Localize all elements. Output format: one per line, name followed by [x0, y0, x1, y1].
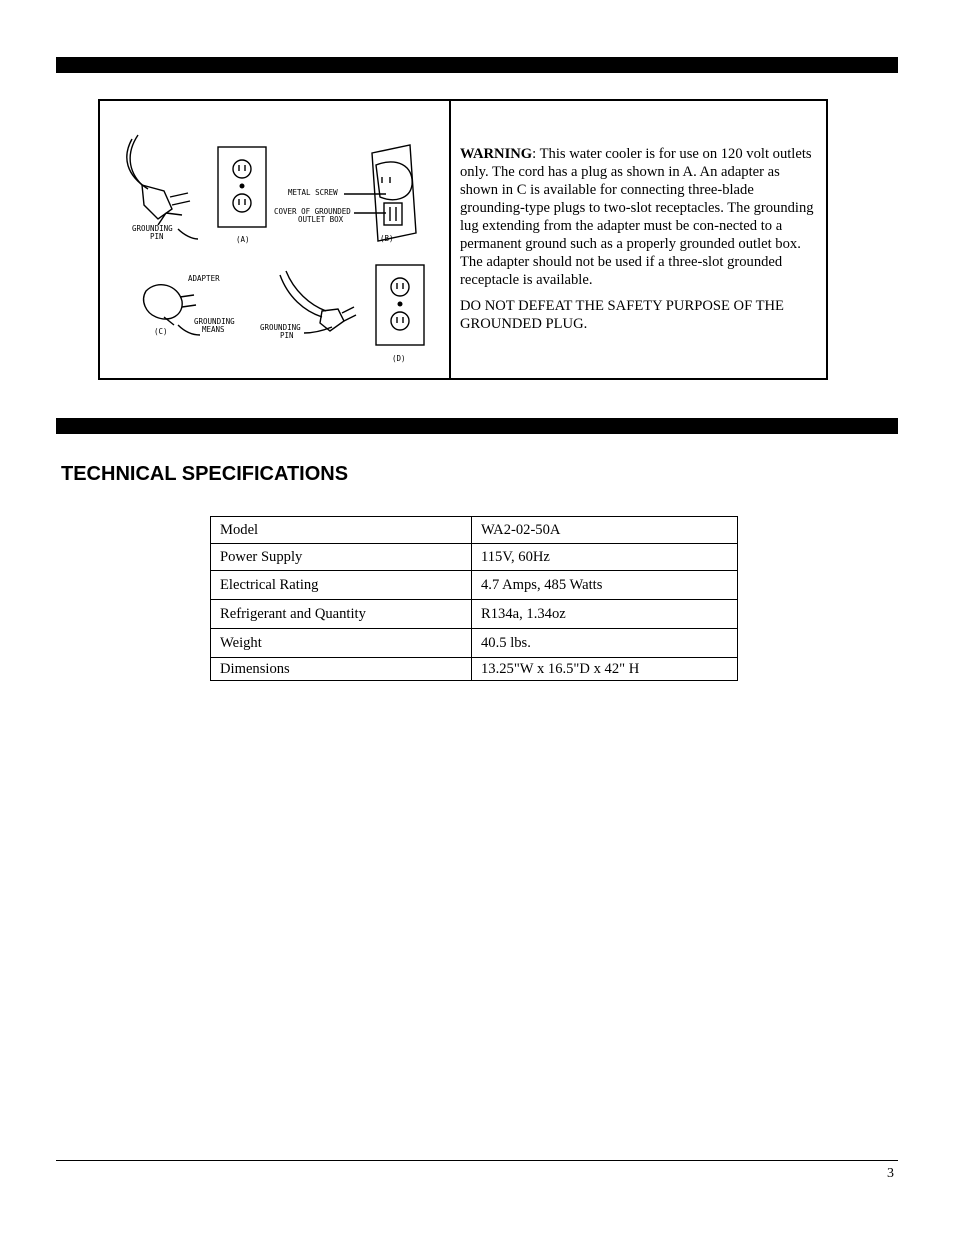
- spec-label: Refrigerant and Quantity: [211, 600, 472, 629]
- label-metal-screw: METAL SCREW: [288, 188, 338, 197]
- spec-label: Electrical Rating: [211, 571, 472, 600]
- section-title: TECHNICAL SPECIFICATIONS: [61, 463, 349, 485]
- table-row: [211, 658, 738, 681]
- grounding-warning-box: [98, 99, 828, 380]
- spec-value: 40.5 lbs.: [472, 629, 738, 658]
- table-row: [211, 571, 738, 600]
- header-bar: [56, 57, 898, 73]
- label-grounding-pin-2: GROUNDING PIN: [260, 323, 301, 340]
- spec-label: Power Supply: [211, 544, 472, 571]
- spec-label: Weight: [211, 629, 472, 658]
- warning-heading: WARNING: [460, 146, 533, 162]
- grounding-diagram: [100, 101, 451, 378]
- table-row: [211, 517, 738, 544]
- cord-a: [130, 135, 142, 185]
- spec-label: Model: [211, 517, 472, 544]
- warning-body: : This water cooler is for use on 120 volt outlets only. The cord has a plug as shown in A. An adapter as shown in C is available for connecting three-blade grounding-type plugs to two-slot receptacles. The grounding lug extending from the adapter must be con-nected to a permanent ground such as a properly grounded outlet box. The adapter should not be used if a three-slot grounded receptacle is available.: [460, 146, 814, 288]
- section-bar: [56, 418, 898, 434]
- label-d: (D): [392, 354, 406, 363]
- adapter-c: [144, 285, 183, 319]
- warning-paragraph: [460, 145, 814, 289]
- label-adapter: ADAPTER: [188, 274, 220, 283]
- table-row: [211, 544, 738, 571]
- spec-value: 13.25"W x 16.5"D x 42" H: [472, 658, 738, 681]
- cord-2: [286, 271, 326, 311]
- spec-value: WA2-02-50A: [472, 517, 738, 544]
- caution-paragraph: DO NOT DEFEAT THE SAFETY PURPOSE OF THE GROUNDED PLUG.: [460, 298, 784, 332]
- spec-table: [210, 516, 738, 681]
- label-b: (B): [380, 234, 394, 243]
- label-cover: COVER OF GROUNDED OUTLET BOX: [274, 207, 351, 224]
- label-a: (A): [236, 235, 250, 244]
- spec-label: Dimensions: [211, 658, 472, 681]
- plug-outlet-illustration: [100, 101, 449, 378]
- table-row: [211, 629, 738, 658]
- footer-rule: [56, 1160, 898, 1161]
- plug-a: [142, 185, 172, 219]
- label-grounding-means: GROUNDING MEANS: [194, 317, 235, 334]
- spec-value: 115V, 60Hz: [472, 544, 738, 571]
- label-c: (C): [154, 327, 168, 336]
- warning-text: [451, 101, 826, 378]
- label-grounding-pin: GROUNDING PIN: [132, 224, 173, 241]
- spec-value: R134a, 1.34oz: [472, 600, 738, 629]
- spec-value: 4.7 Amps, 485 Watts: [472, 571, 738, 600]
- page-number: 3: [887, 1166, 894, 1181]
- table-row: [211, 600, 738, 629]
